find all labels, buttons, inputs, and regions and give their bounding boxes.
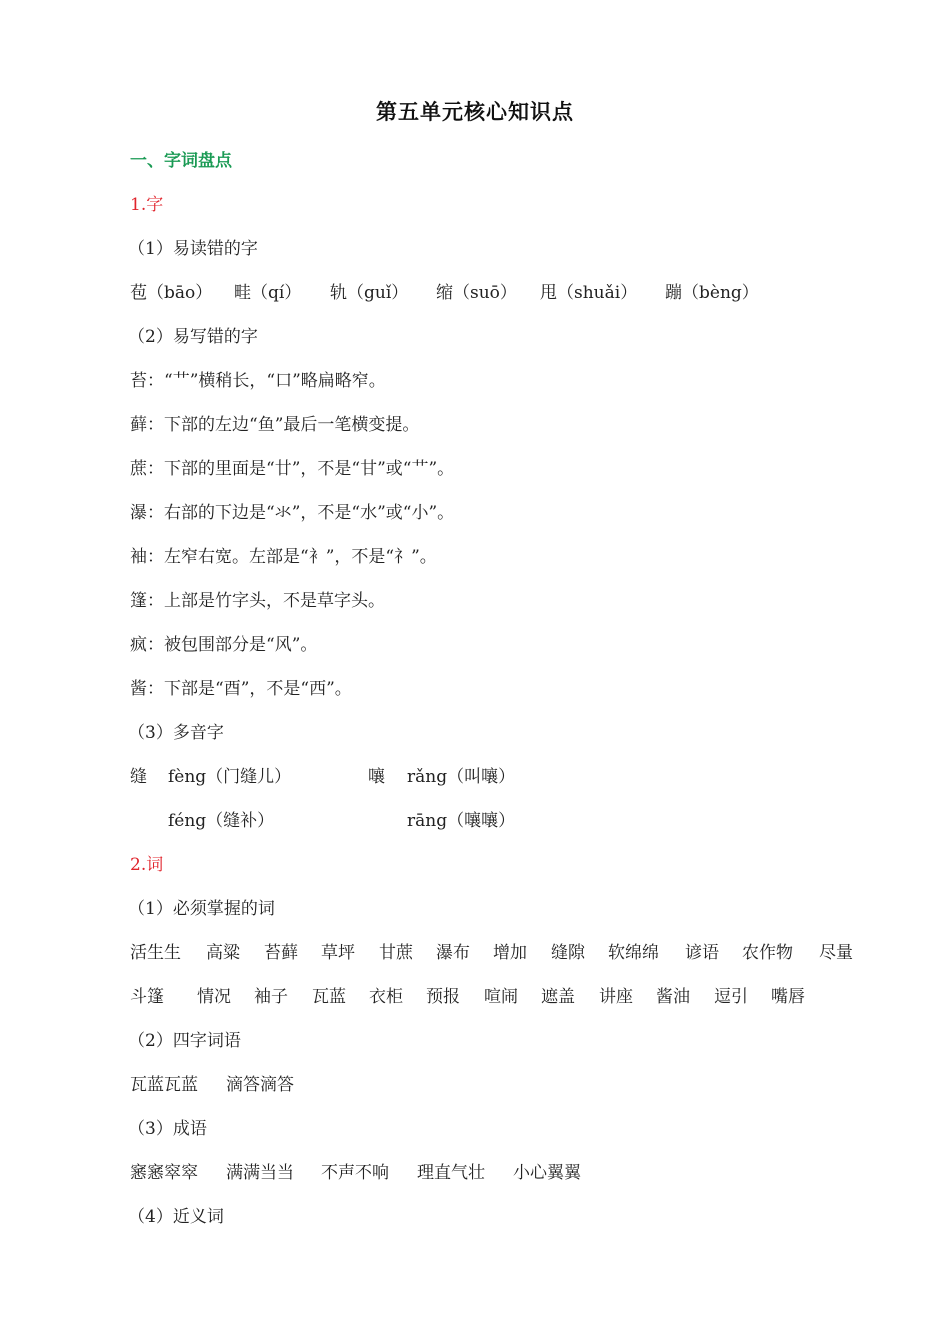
misread-char-item: 苞（bāo） <box>130 283 213 303</box>
miswritten-char-note: 藓：下部的左边“鱼”最后一笔横变提。 <box>130 415 420 435</box>
idiom-item: 满满当当 <box>226 1163 294 1183</box>
idiom-item: 窸窸窣窣 <box>130 1163 198 1183</box>
miswritten-char-note: 瀑：右部的下边是“氺”，不是“水”或“小”。 <box>130 503 455 523</box>
polyphone-reading: fèng（门缝儿） <box>168 767 292 787</box>
word-item: 高粱 <box>206 943 240 963</box>
word-item: 软绵绵 <box>608 943 659 963</box>
sub-heading-polyphones: （3）多音字 <box>128 723 224 743</box>
word-item: 甘蔗 <box>379 943 413 963</box>
required-words-row-2 <box>130 985 890 1009</box>
page-title: 第五单元核心知识点 <box>376 100 574 124</box>
miswritten-char-note: 袖：左窄右宽。左部是“衤”，不是“礻”。 <box>130 547 437 567</box>
sub-heading-four-char-words: （2）四字词语 <box>128 1031 241 1051</box>
polyphone-reading: féng（缝补） <box>168 811 275 831</box>
word-item: 尽量 <box>819 943 853 963</box>
word-item: 讲座 <box>599 987 633 1007</box>
word-item: 嘴唇 <box>771 987 805 1007</box>
idiom-item: 理直气壮 <box>417 1163 485 1183</box>
word-item: 农作物 <box>742 943 793 963</box>
polyphone-row-1 <box>130 765 890 789</box>
polyphone-row-2 <box>130 809 890 833</box>
word-item: 谚语 <box>685 943 719 963</box>
word-item: 遮盖 <box>541 987 575 1007</box>
sub-heading-idioms: （3）成语 <box>128 1119 207 1139</box>
word-item: 增加 <box>493 943 527 963</box>
word-item: 滴答滴答 <box>226 1075 294 1095</box>
miswritten-char-note: 疯：被包围部分是“风”。 <box>130 635 318 655</box>
four-char-words-row <box>130 1073 890 1097</box>
word-item: 缝隙 <box>551 943 585 963</box>
misread-char-item: 蹦（bèng） <box>665 283 759 303</box>
part-heading-words: 2.词 <box>130 855 164 875</box>
misread-char-item: 轨（guǐ） <box>330 283 409 303</box>
word-item: 情况 <box>197 987 231 1007</box>
section-heading-word-review: 一、字词盘点 <box>130 151 232 171</box>
sub-heading-miswritten-chars: （2）易写错的字 <box>128 327 258 347</box>
required-words-row-1 <box>130 941 890 965</box>
part-heading-characters: 1.字 <box>130 195 164 215</box>
word-item: 瓦蓝 <box>312 987 346 1007</box>
polyphone-reading: rāng（嚷嚷） <box>407 811 516 831</box>
misread-char-item: 缩（suō） <box>436 283 517 303</box>
miswritten-char-note: 苔：“艹”横稍长，“口”略扁略窄。 <box>130 371 386 391</box>
word-item: 酱油 <box>656 987 690 1007</box>
sub-heading-misread-chars: （1）易读错的字 <box>128 239 258 259</box>
word-item: 斗篷 <box>130 987 164 1007</box>
miswritten-char-note: 篷：上部是竹字头，不是草字头。 <box>130 591 385 611</box>
misread-chars-row <box>130 281 890 305</box>
miswritten-char-note: 蔗：下部的里面是“廿”，不是“甘”或“艹”。 <box>130 459 455 479</box>
word-item: 苔藓 <box>264 943 298 963</box>
polyphone-char: 缝 <box>130 767 147 787</box>
misread-char-item: 甩（shuǎi） <box>540 283 638 303</box>
misread-char-item: 畦（qí） <box>234 283 302 303</box>
sub-heading-synonyms: （4）近义词 <box>128 1207 224 1227</box>
word-item: 衣柜 <box>369 987 403 1007</box>
polyphone-char: 嚷 <box>368 767 385 787</box>
miswritten-char-note: 酱：下部是“酉”，不是“西”。 <box>130 679 352 699</box>
word-item: 袖子 <box>254 987 288 1007</box>
idiom-item: 不声不响 <box>321 1163 389 1183</box>
sub-heading-required-words: （1）必须掌握的词 <box>128 899 275 919</box>
word-item: 逗引 <box>714 987 748 1007</box>
polyphone-reading: rǎng（叫嚷） <box>407 767 516 787</box>
word-item: 瀑布 <box>436 943 470 963</box>
word-item: 草坪 <box>321 943 355 963</box>
idiom-item: 小心翼翼 <box>513 1163 581 1183</box>
word-item: 瓦蓝瓦蓝 <box>130 1075 198 1095</box>
idioms-row <box>130 1161 890 1185</box>
word-item: 活生生 <box>130 943 181 963</box>
word-item: 喧闹 <box>484 987 518 1007</box>
word-item: 预报 <box>426 987 460 1007</box>
